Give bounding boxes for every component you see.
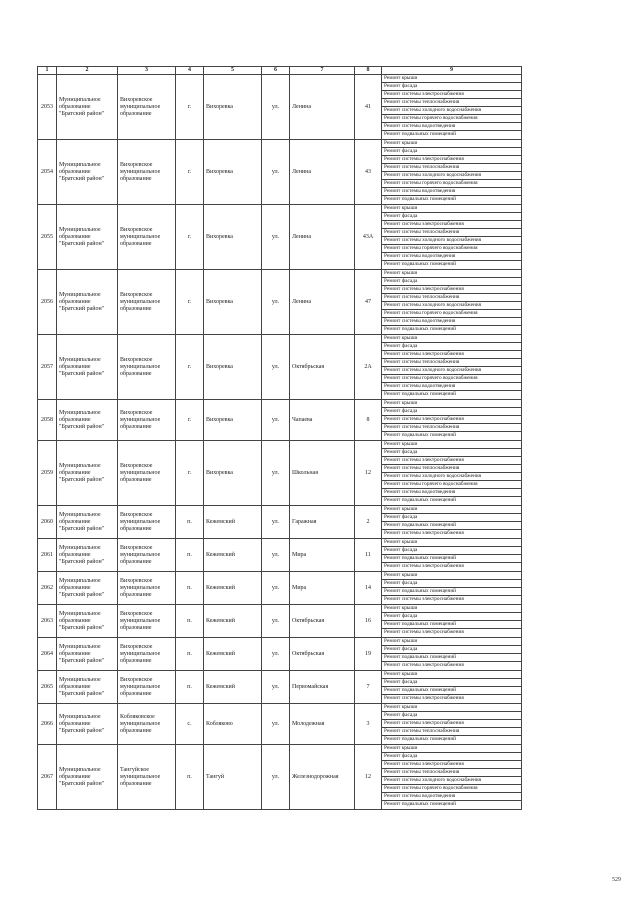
work-item: Ремонт фасада (382, 408, 521, 416)
table-row (38, 205, 522, 270)
cell-locality: Кежемский (204, 539, 262, 572)
work-item: Ремонт подвальных помещений (384, 801, 456, 807)
work-item: Ремонт крыши (382, 335, 521, 343)
cell-street: Молодежная (290, 704, 355, 745)
work-item: Ремонт системы электроснабжения (382, 221, 521, 229)
cell-record-number: 2063 (38, 605, 57, 638)
work-item: Ремонт фасада (382, 547, 521, 555)
work-item: Ремонт фасада (382, 679, 521, 687)
work-item: Ремонт крыши (382, 638, 521, 646)
cell-record-number: 2065 (38, 671, 57, 704)
cell-locality-type: п. (176, 572, 204, 605)
work-item: Ремонт системы горячего водоснабжения (382, 115, 521, 123)
cell-house-number: 47 (355, 270, 382, 335)
work-item: Ремонт системы теплоснабжения (382, 164, 521, 172)
work-item: Ремонт крыши (382, 671, 521, 679)
cell-settlement-municipality: Вихоревское муниципальное образование (118, 671, 176, 704)
cell-record-number: 2067 (38, 745, 57, 810)
work-item: Ремонт системы холодного водоснабжения (382, 777, 521, 785)
cell-municipality: Муниципальное образование "Братский район" (57, 400, 118, 441)
cell-house-number: 41 (355, 75, 382, 140)
cell-record-number: 2060 (38, 506, 57, 539)
table-header (38, 67, 522, 75)
cell-settlement-municipality: Вихоревское муниципальное образование (118, 638, 176, 671)
table-row (38, 572, 522, 605)
work-item: Ремонт фасада (382, 148, 521, 156)
cell-works-list (382, 335, 522, 400)
cell-record-number: 2057 (38, 335, 57, 400)
cell-locality: Вихоревка (204, 441, 262, 506)
cell-settlement-municipality: Вихоревское муниципальное образование (118, 270, 176, 335)
cell-municipality: Муниципальное образование "Братский район" (57, 605, 118, 638)
cell-street-type: ул. (262, 572, 290, 605)
cell-street: Ленина (290, 205, 355, 270)
cell-works-list (382, 506, 522, 539)
cell-locality: Вихоревка (204, 335, 262, 400)
cell-settlement-municipality: Вихоревское муниципальное образование (118, 572, 176, 605)
work-item: Ремонт системы электроснабжения (384, 530, 464, 536)
work-item: Ремонт фасада (382, 753, 521, 761)
cell-locality-type: п. (176, 506, 204, 539)
cell-street-type: ул. (262, 638, 290, 671)
table-row (38, 75, 522, 140)
cell-municipality: Муниципальное образование "Братский район" (57, 441, 118, 506)
cell-settlement-municipality: Кобляковское муниципальное образование (118, 704, 176, 745)
work-item: Ремонт фасада (382, 449, 521, 457)
cell-locality-type: п. (176, 638, 204, 671)
cell-street-type: ул. (262, 704, 290, 745)
column-header-3: 3 (118, 67, 176, 75)
cell-house-number: 14 (355, 572, 382, 605)
cell-street: Первомайская (290, 671, 355, 704)
cell-works-list (382, 572, 522, 605)
work-item: Ремонт системы горячего водоснабжения (382, 245, 521, 253)
work-item: Ремонт системы электроснабжения (384, 629, 464, 635)
work-item: Ремонт системы горячего водоснабжения (382, 481, 521, 489)
column-header-4: 4 (176, 67, 204, 75)
cell-locality: Тангуй (204, 745, 262, 810)
cell-street-type: ул. (262, 205, 290, 270)
cell-record-number: 2058 (38, 400, 57, 441)
cell-locality-type: г. (176, 335, 204, 400)
table-row (38, 671, 522, 704)
works-table (37, 66, 522, 810)
cell-house-number: 7 (355, 671, 382, 704)
cell-settlement-municipality: Вихоревское муниципальное образование (118, 441, 176, 506)
work-item: Ремонт системы водоотведения (382, 123, 521, 131)
work-item: Ремонт системы водоотведения (382, 383, 521, 391)
cell-works-list (382, 671, 522, 704)
cell-works-list (382, 539, 522, 572)
work-item: Ремонт системы теплоснабжения (382, 359, 521, 367)
work-item: Ремонт системы горячего водоснабжения (382, 180, 521, 188)
work-item: Ремонт фасада (382, 213, 521, 221)
work-item: Ремонт подвальных помещений (382, 687, 521, 695)
cell-record-number: 2059 (38, 441, 57, 506)
table-body (38, 75, 522, 810)
cell-house-number: 19 (355, 638, 382, 671)
work-item: Ремонт крыши (382, 704, 521, 712)
column-header-6: 6 (262, 67, 290, 75)
work-item: Ремонт системы холодного водоснабжения (382, 107, 521, 115)
cell-house-number: 12 (355, 441, 382, 506)
cell-municipality: Муниципальное образование "Братский район" (57, 270, 118, 335)
cell-locality-type: г. (176, 75, 204, 140)
cell-house-number: 11 (355, 539, 382, 572)
work-item: Ремонт системы электроснабжения (382, 761, 521, 769)
cell-street: Железнодорожная (290, 745, 355, 810)
work-item: Ремонт фасада (382, 83, 521, 91)
header-row (38, 67, 522, 75)
work-item: Ремонт системы электроснабжения (382, 156, 521, 164)
cell-street: Октябрьская (290, 335, 355, 400)
work-item: Ремонт системы электроснабжения (382, 351, 521, 359)
work-item: Ремонт подвальных помещений (384, 326, 456, 332)
cell-record-number: 2066 (38, 704, 57, 745)
work-item: Ремонт системы водоотведения (382, 318, 521, 326)
work-item: Ремонт системы электроснабжения (384, 596, 464, 602)
cell-house-number: 43 (355, 140, 382, 205)
cell-settlement-municipality: Тангуйское муниципальное образование (118, 745, 176, 810)
cell-settlement-municipality: Вихоревское муниципальное образование (118, 140, 176, 205)
work-item: Ремонт фасада (382, 712, 521, 720)
cell-municipality: Муниципальное образование "Братский район" (57, 704, 118, 745)
work-item: Ремонт системы водоотведения (382, 253, 521, 261)
cell-settlement-municipality: Вихоревское муниципальное образование (118, 75, 176, 140)
cell-record-number: 2056 (38, 270, 57, 335)
cell-record-number: 2054 (38, 140, 57, 205)
work-item: Ремонт системы теплоснабжения (382, 99, 521, 107)
cell-locality: Вихоревка (204, 270, 262, 335)
work-item: Ремонт подвальных помещений (382, 522, 521, 530)
work-item: Ремонт системы электроснабжения (382, 416, 521, 424)
cell-works-list (382, 270, 522, 335)
cell-settlement-municipality: Вихоревское муниципальное образование (118, 205, 176, 270)
cell-locality: Вихоревка (204, 75, 262, 140)
cell-street-type: ул. (262, 506, 290, 539)
work-item: Ремонт крыши (382, 572, 521, 580)
cell-settlement-municipality: Вихоревское муниципальное образование (118, 605, 176, 638)
column-header-2: 2 (57, 67, 118, 75)
work-item: Ремонт системы горячего водоснабжения (382, 310, 521, 318)
cell-works-list (382, 400, 522, 441)
cell-house-number: 2А (355, 335, 382, 400)
cell-house-number: 12 (355, 745, 382, 810)
work-item: Ремонт подвальных помещений (382, 654, 521, 662)
work-item: Ремонт системы теплоснабжения (382, 294, 521, 302)
work-item: Ремонт системы теплоснабжения (382, 728, 521, 736)
work-item: Ремонт системы холодного водоснабжения (382, 302, 521, 310)
cell-works-list (382, 140, 522, 205)
cell-locality: Кежемский (204, 506, 262, 539)
work-item: Ремонт системы холодного водоснабжения (382, 172, 521, 180)
cell-house-number: 8 (355, 400, 382, 441)
cell-locality-type: г. (176, 441, 204, 506)
table-row (38, 704, 522, 745)
table-row (38, 745, 522, 810)
cell-locality: Вихоревка (204, 400, 262, 441)
work-item: Ремонт системы электроснабжения (384, 662, 464, 668)
cell-locality: Вихоревка (204, 205, 262, 270)
cell-locality-type: г. (176, 205, 204, 270)
work-item: Ремонт системы теплоснабжения (382, 465, 521, 473)
cell-record-number: 2055 (38, 205, 57, 270)
work-item: Ремонт системы холодного водоснабжения (382, 367, 521, 375)
page-number: 529 (612, 877, 621, 883)
column-header-9: 9 (382, 67, 522, 75)
work-item: Ремонт системы водоотведения (382, 793, 521, 801)
cell-locality-type: п. (176, 539, 204, 572)
table-row (38, 140, 522, 205)
work-item: Ремонт крыши (382, 605, 521, 613)
cell-locality-type: п. (176, 745, 204, 810)
cell-municipality: Муниципальное образование "Братский район" (57, 671, 118, 704)
cell-locality: Кежемский (204, 671, 262, 704)
cell-street-type: ул. (262, 400, 290, 441)
work-item: Ремонт подвальных помещений (384, 391, 456, 397)
cell-locality-type: г. (176, 140, 204, 205)
cell-works-list (382, 605, 522, 638)
work-item: Ремонт системы холодного водоснабжения (382, 237, 521, 245)
cell-municipality: Муниципальное образование "Братский район" (57, 539, 118, 572)
cell-street-type: ул. (262, 539, 290, 572)
cell-settlement-municipality: Вихоревское муниципальное образование (118, 335, 176, 400)
cell-locality: Кежемский (204, 572, 262, 605)
cell-house-number: 16 (355, 605, 382, 638)
cell-street-type: ул. (262, 140, 290, 205)
cell-street-type: ул. (262, 671, 290, 704)
table-row (38, 441, 522, 506)
work-item: Ремонт подвальных помещений (382, 555, 521, 563)
work-item: Ремонт подвальных помещений (382, 621, 521, 629)
work-item: Ремонт крыши (382, 205, 521, 213)
cell-street: Октябрьская (290, 638, 355, 671)
table-row (38, 270, 522, 335)
work-item: Ремонт системы теплоснабжения (382, 229, 521, 237)
work-item: Ремонт системы электроснабжения (382, 457, 521, 465)
work-item: Ремонт фасада (382, 613, 521, 621)
cell-locality: Кобляково (204, 704, 262, 745)
work-item: Ремонт системы электроснабжения (382, 91, 521, 99)
cell-works-list (382, 75, 522, 140)
cell-street-type: ул. (262, 75, 290, 140)
cell-locality: Вихоревка (204, 140, 262, 205)
work-item: Ремонт крыши (382, 441, 521, 449)
work-item: Ремонт системы теплоснабжения (382, 769, 521, 777)
cell-works-list (382, 205, 522, 270)
cell-street-type: ул. (262, 335, 290, 400)
table-row (38, 605, 522, 638)
cell-street: Ленина (290, 140, 355, 205)
cell-locality-type: г. (176, 400, 204, 441)
work-item: Ремонт крыши (382, 75, 521, 83)
cell-works-list (382, 441, 522, 506)
work-item: Ремонт системы электроснабжения (384, 563, 464, 569)
column-header-1: 1 (38, 67, 57, 75)
cell-municipality: Муниципальное образование "Братский район" (57, 638, 118, 671)
work-item: Ремонт системы холодного водоснабжения (382, 473, 521, 481)
cell-locality-type: п. (176, 605, 204, 638)
cell-street-type: ул. (262, 270, 290, 335)
work-item: Ремонт подвальных помещений (384, 261, 456, 267)
cell-record-number: 2064 (38, 638, 57, 671)
cell-locality-type: г. (176, 270, 204, 335)
work-item: Ремонт подвальных помещений (384, 432, 456, 438)
work-item: Ремонт подвальных помещений (382, 588, 521, 596)
cell-settlement-municipality: Вихоревское муниципальное образование (118, 539, 176, 572)
work-item: Ремонт фасада (382, 580, 521, 588)
table-row (38, 506, 522, 539)
cell-record-number: 2053 (38, 75, 57, 140)
cell-locality: Кежемский (204, 638, 262, 671)
work-item: Ремонт крыши (382, 140, 521, 148)
work-item: Ремонт крыши (382, 270, 521, 278)
cell-locality-type: п. (176, 671, 204, 704)
cell-municipality: Муниципальное образование "Братский район" (57, 140, 118, 205)
cell-settlement-municipality: Вихоревское муниципальное образование (118, 400, 176, 441)
table-row (38, 539, 522, 572)
cell-street: Ленина (290, 75, 355, 140)
work-item: Ремонт подвальных помещений (384, 131, 456, 137)
cell-house-number: 3 (355, 704, 382, 745)
cell-settlement-municipality: Вихоревское муниципальное образование (118, 506, 176, 539)
work-item: Ремонт системы горячего водоснабжения (382, 785, 521, 793)
work-item: Ремонт фасада (382, 646, 521, 654)
cell-record-number: 2061 (38, 539, 57, 572)
cell-house-number: 43А (355, 205, 382, 270)
cell-street-type: ул. (262, 605, 290, 638)
cell-municipality: Муниципальное образование "Братский район" (57, 572, 118, 605)
cell-works-list (382, 638, 522, 671)
cell-record-number: 2062 (38, 572, 57, 605)
cell-municipality: Муниципальное образование "Братский район" (57, 745, 118, 810)
column-header-8: 8 (355, 67, 382, 75)
work-item: Ремонт фасада (382, 343, 521, 351)
work-item: Ремонт подвальных помещений (384, 736, 456, 742)
cell-locality: Кежемский (204, 605, 262, 638)
cell-locality-type: с. (176, 704, 204, 745)
work-item: Ремонт системы теплоснабжения (382, 424, 521, 432)
cell-street: Октябрьская (290, 605, 355, 638)
column-header-5: 5 (204, 67, 262, 75)
work-item: Ремонт крыши (382, 745, 521, 753)
cell-street-type: ул. (262, 745, 290, 810)
work-item: Ремонт крыши (382, 400, 521, 408)
work-item: Ремонт системы горячего водоснабжения (382, 375, 521, 383)
column-header-7: 7 (290, 67, 355, 75)
work-item: Ремонт системы электроснабжения (382, 720, 521, 728)
cell-street-type: ул. (262, 441, 290, 506)
work-item: Ремонт крыши (382, 539, 521, 547)
cell-works-list (382, 704, 522, 745)
work-item: Ремонт подвальных помещений (384, 196, 456, 202)
cell-municipality: Муниципальное образование "Братский район" (57, 205, 118, 270)
cell-municipality: Муниципальное образование "Братский район" (57, 335, 118, 400)
table-row (38, 400, 522, 441)
work-item: Ремонт системы электроснабжения (382, 286, 521, 294)
table-row (38, 335, 522, 400)
work-item: Ремонт подвальных помещений (384, 497, 456, 503)
table-row (38, 638, 522, 671)
cell-works-list (382, 745, 522, 810)
cell-municipality: Муниципальное образование "Братский район" (57, 506, 118, 539)
cell-municipality: Муниципальное образование "Братский район" (57, 75, 118, 140)
cell-house-number: 2 (355, 506, 382, 539)
work-item: Ремонт системы водоотведения (382, 188, 521, 196)
cell-street: Чапаева (290, 400, 355, 441)
cell-street: Ленина (290, 270, 355, 335)
work-item: Ремонт крыши (382, 506, 521, 514)
work-item: Ремонт фасада (382, 514, 521, 522)
work-item: Ремонт системы электроснабжения (384, 695, 464, 701)
cell-street: Мира (290, 572, 355, 605)
work-item: Ремонт фасада (382, 278, 521, 286)
cell-street: Мира (290, 539, 355, 572)
cell-street: Гаражная (290, 506, 355, 539)
cell-street: Школьная (290, 441, 355, 506)
work-item: Ремонт системы водоотведения (382, 489, 521, 497)
